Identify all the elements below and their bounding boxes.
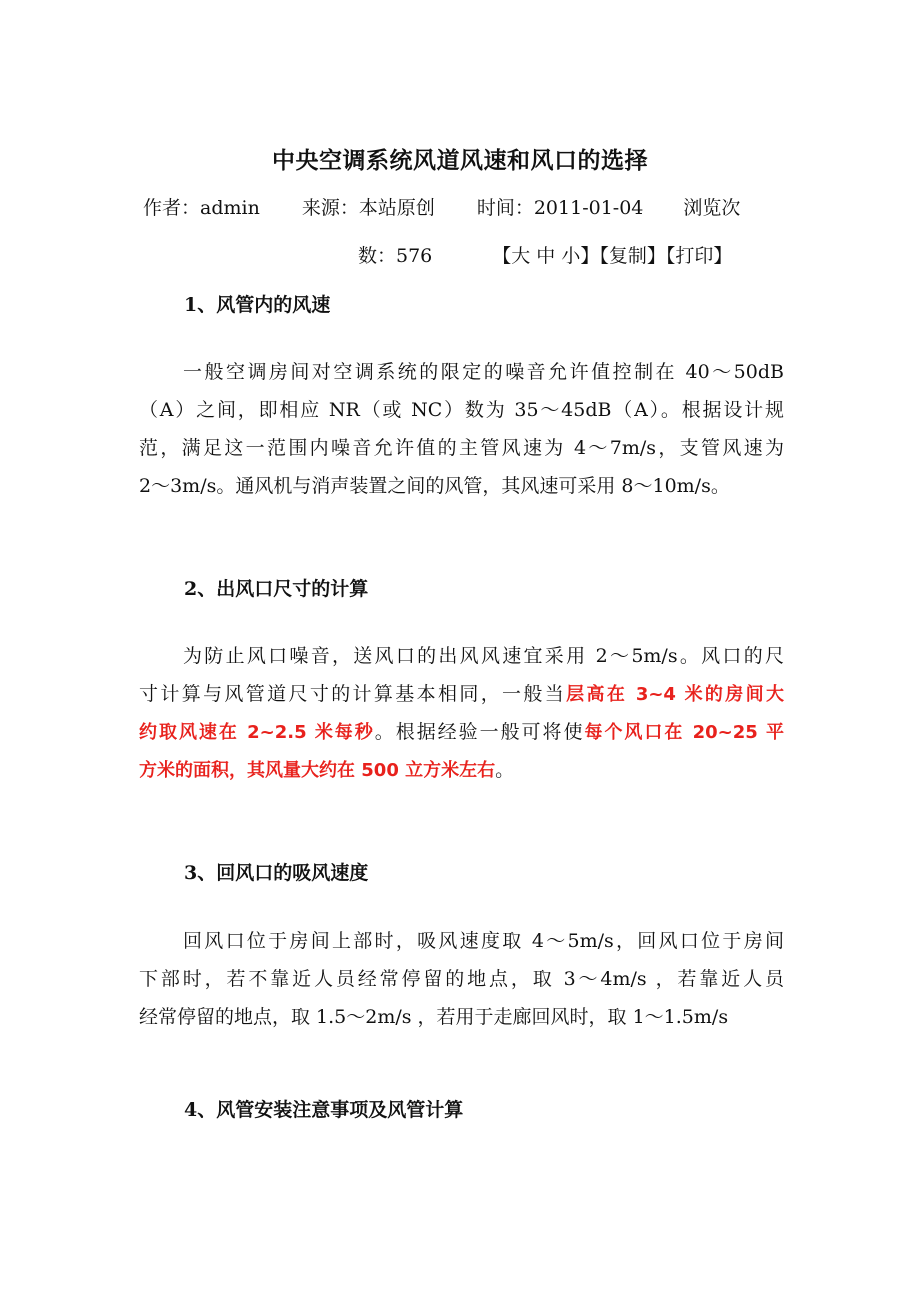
paragraph-line: （A）之间，即相应 NR（或 NC）数为 35～45dB（A）。根据设计规	[139, 399, 784, 421]
section-body-3	[139, 922, 784, 1036]
paragraph-line	[139, 713, 784, 751]
paragraph-line: 下部时，若不靠近人员经常停留的地点，取 3～4m/s ，若靠近人员	[139, 968, 784, 990]
section-heading-3: 3、回风口的吸风速度	[184, 862, 369, 884]
paragraph-line: 范，满足这一范围内噪音允许值的主管风速为 4～7m/s，支管风速为	[139, 437, 784, 459]
article-meta	[143, 194, 740, 222]
paragraph-line: 经常停留的地点，取 1.5～2m/s ，若用于走廊回风时，取 1～1.5m/s	[139, 1006, 729, 1028]
article-meta-continued	[358, 242, 732, 270]
source-label: 来源：本站原创	[301, 197, 435, 219]
paragraph-line	[139, 751, 784, 789]
highlighted-text: 约取风速在 2~2.5 米每秒	[139, 722, 375, 743]
section-body-1	[139, 353, 784, 505]
section-body-2	[139, 637, 784, 789]
views-label-part1: 浏览次	[683, 197, 741, 219]
plain-text: 。根据经验一般可将使	[374, 721, 585, 743]
paragraph-line: 回风口位于房间上部时，吸风速度取 4～5m/s，回风口位于房间	[183, 930, 784, 952]
views-label-part2: 数：576	[358, 245, 433, 267]
plain-text: 。	[495, 759, 515, 781]
section-heading-4: 4、风管安装注意事项及风管计算	[184, 1099, 464, 1121]
page-title: 中央空调系统风道风速和风口的选择	[272, 147, 648, 174]
print-link[interactable]: 【打印】	[665, 245, 733, 267]
paragraph-line: 2～3m/s。通风机与消声装置之间的风管，其风速可采用 8～10m/s。	[139, 475, 730, 497]
copy-link[interactable]: 【复制】	[599, 245, 666, 267]
paragraph-line: 为防止风口噪音，送风口的出风风速宜采用 2～5m/s。风口的尺	[183, 645, 784, 667]
font-size-controls[interactable]: 【大 中 小】	[492, 245, 600, 267]
section-heading-1: 1、风管内的风速	[184, 294, 331, 316]
paragraph-line	[139, 675, 784, 713]
section-heading-2: 2、出风口尺寸的计算	[184, 578, 369, 600]
paragraph-line: 一般空调房间对空调系统的限定的噪音允许值控制在 40～50dB	[183, 361, 784, 383]
highlighted-text: 层高在 3~4 米的房间大	[566, 684, 784, 705]
highlighted-text: 每个风口在 20~25 平	[584, 722, 784, 743]
plain-text: 寸计算与风管道尺寸的计算基本相同，一般当	[139, 683, 567, 705]
highlighted-text: 方米的面积，其风量大约在 500 立方米左右	[139, 760, 496, 781]
author-label: 作者：admin	[143, 197, 260, 219]
time-label: 时间：2011-01-04	[476, 197, 644, 219]
